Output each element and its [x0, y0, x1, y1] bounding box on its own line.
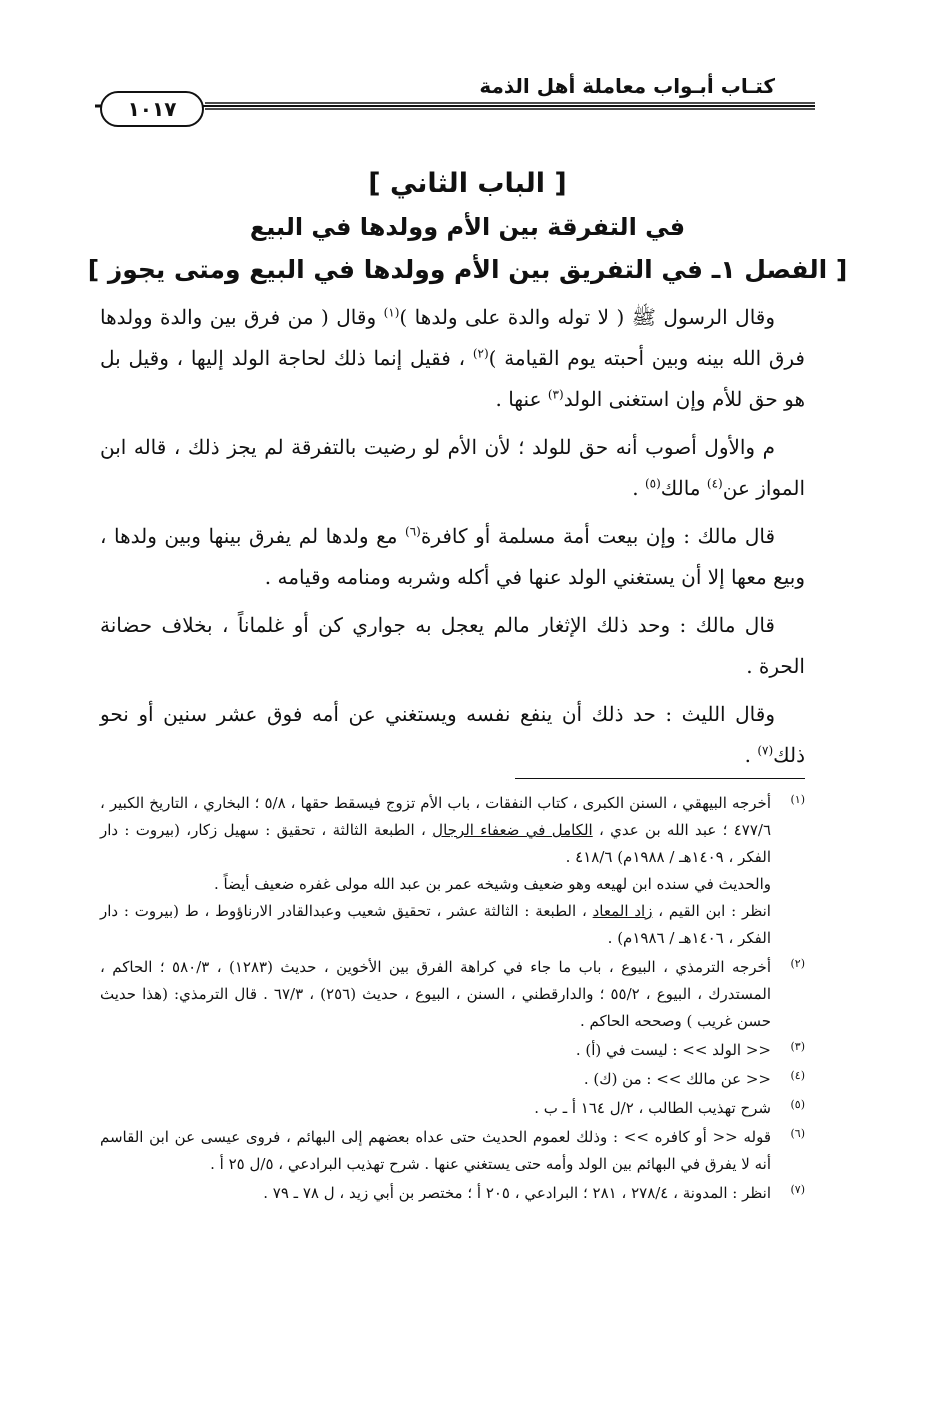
footnote-number: (٢) — [790, 957, 805, 970]
footnote-number: (٤) — [790, 1069, 805, 1082]
footnote-number: (٦) — [790, 1127, 805, 1140]
footnote-ref: (٢) — [472, 346, 489, 361]
footnote-number: (٣) — [790, 1040, 805, 1053]
running-title: كتـاب أبـواب معاملة أهل الذمة — [479, 74, 775, 98]
footnote-number: (٥) — [790, 1098, 805, 1111]
footnote-number: (١) — [790, 793, 805, 806]
footnote-separator — [515, 778, 805, 779]
footnotes — [100, 790, 805, 1209]
footnote-7 — [100, 1180, 805, 1207]
footnote-1 — [100, 790, 805, 952]
footnote-ref: (٥) — [644, 476, 661, 491]
footnote-ref: (٧) — [757, 743, 774, 758]
text-run: عنها . — [495, 387, 548, 411]
footnote-text: انظر : المدونة ، ٢٧٨/٤ ، ٢٨١ ؛ البرادعي ، ٢٠٥ أ ؛ مختصر بن أبي زيد ، ل ٧٨ ـ ٧٩ . — [263, 1184, 771, 1202]
footnote-ref: (٣) — [547, 387, 564, 402]
text-run: م والأول أصوب أنه حق للولد ؛ لأن الأم لو رضيت بالتفرقة لم يجز ذلك ، قاله ابن المواز عن — [100, 435, 805, 500]
paragraph-2 — [100, 427, 805, 509]
text-run: ، الطبعة الثالثة ، تحقيق : سهيل زكار، (بيروت : دار الفكر ، ١٤٠٩هـ / ١٩٨٨م) ٤١٨/٦ . — [100, 821, 771, 866]
chapter-subtitle: في التفرقة بين الأم وولدها في البيع — [249, 213, 686, 241]
book-title: زاد المعاد — [592, 902, 653, 920]
footnote-text — [100, 898, 771, 952]
page-number: ١٠١٧ — [100, 91, 204, 127]
text-run: وقال الليث : حد ذلك أن ينفع نفسه ويستغني عن أمه فوق عشر سنين أو نحو ذلك — [100, 702, 805, 767]
text-run: مالك — [660, 476, 707, 500]
text-run: انظر : ابن القيم ، — [652, 902, 771, 920]
footnote-5 — [100, 1095, 805, 1122]
paragraph-4: قال مالك : وحد ذلك الإثغار مالم يعجل به جواري كن أو غلماناً ، بخلاف حضانة الحرة . — [100, 613, 805, 678]
footnote-text: شرح تهذيب الطالب ، ٢/ل ١٦٤ أ ـ ب . — [534, 1099, 771, 1117]
text-run: أخرجه البيهقي ، السنن الكبرى ، كتاب النفقات ، باب الأم تزوج فيسقط حقها ، ٥/٨ ؛ البخاري ، التاريخ الكبير ، ٤٧٧/٦ ؛ عبد الله بن عدي ، — [100, 794, 771, 839]
book-title: الكامل في ضعفاء الرجال — [432, 821, 593, 839]
footnote-text: << عن مالك >> : من (ك) . — [583, 1070, 771, 1088]
text-run: وقال ( من فرق بين والدة وولدها فرق الله بينه وبين أحبته يوم القيامة ) — [100, 305, 805, 370]
footnote-text: << الولد >> : ليست في (أ) . — [575, 1041, 771, 1059]
paragraph-3 — [100, 516, 805, 598]
section-title: [ الفصل ١ـ في التفريق بين الأم وولدها في البيع ومتى يجوز ] — [87, 255, 848, 284]
footnote-number: (٧) — [790, 1183, 805, 1196]
body-text — [100, 297, 805, 783]
footnote-ref: (٦) — [405, 524, 421, 539]
paragraph-1 — [100, 297, 805, 420]
footnote-text: قوله << أو كافره >> : وذلك لعموم الحديث حتى عداه بعضهم إلى البهائم ، فروى عيسى عن ابن القاسم أنه لا يفرق في البهائم بين الولد وأمه حتى يستغني عنها . شرح تهذيب البرادعي ، ٥/ل ٢٥ أ . — [100, 1128, 771, 1173]
paragraph-5 — [100, 694, 805, 776]
footnote-ref: (١) — [383, 305, 400, 320]
chapter-title: [ الباب الثاني ] — [368, 168, 567, 199]
text-run: وقال الرسول ﷺ ( لا توله والدة على ولدها ) — [399, 305, 776, 329]
footnote-4 — [100, 1066, 805, 1093]
text-run: قال مالك : وإن بيعت أمة مسلمة أو كافرة — [420, 524, 776, 548]
text-run: . — [744, 743, 758, 767]
text-run: ، فقيل إنما ذلك لحاجة الولد إليها ، وقيل بل هو حق للأم وإن استغنى الولد — [100, 346, 805, 411]
footnote-text — [100, 790, 771, 871]
text-run: ، الطبعة : الثالثة عشر ، تحقيق شعيب وعبدالقادر الارناؤوط ، ط (بيروت : دار الفكر ، ١٤٠٦هـ / ١٩٨٦م) . — [100, 902, 771, 947]
footnote-text: والحديث في سنده ابن لهيعه وهو ضعيف وشيخه عمر بن عبد الله مولى غفره ضعيف أيضاً . — [214, 875, 771, 893]
footnote-text: أخرجه الترمذي ، البيوع ، باب ما جاء في كراهة الفرق بين الأخوين ، حديث (١٢٨٣) ، ٥٨٠/٣ ؛ الحاكم ، المستدرك ، البيوع ، ٥٥/٢ ؛ والدارقطني ، السنن ، البيوع ، حديث (٢٥٦) ، ٦٧/٣ . قال الترمذي: (هذا حديث حسن غريب ) وصححه الحاكم . — [100, 958, 772, 1030]
footnote-6 — [100, 1124, 805, 1178]
text-run: مع ولدها لم يفرق بينها وبين ولدها ، وبيع معها إلا أن يستغني الولد عنها في أكله وشربه ومنامه وقيامه . — [100, 524, 805, 589]
footnote-3 — [100, 1037, 805, 1064]
footnote-2 — [100, 954, 805, 1035]
footnote-ref: (٤) — [706, 476, 723, 491]
text-run: . — [632, 476, 645, 500]
